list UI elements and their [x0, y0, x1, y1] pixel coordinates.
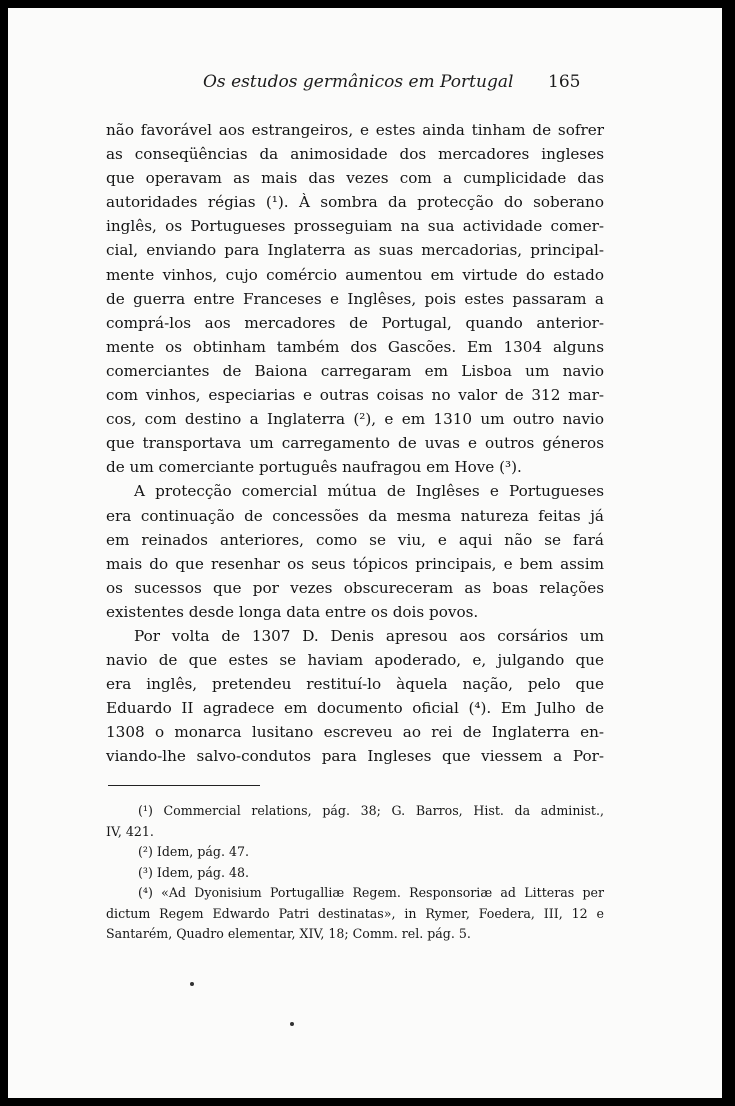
text-line: de um comerciante português naufragou em Hove (³).: [106, 458, 522, 477]
footnote-2: (²) Idem, pág. 47.: [138, 844, 249, 859]
footnote-4-continued: dictum Regem Edwardo Patri destinatas», in Rymer, Foedera, III, 12 e: [106, 905, 604, 921]
footnote-1: (¹) Commercial relations, pág. 38; G. Barros, Hist. da administ.,: [138, 803, 604, 818]
text-line: existentes desde longa data entre os dois povos.: [106, 602, 479, 621]
text-line: os sucessos que por vezes obscureceram as boas relações: [106, 578, 604, 597]
text-line: cial, enviando para Inglaterra as suas mercadorias, principal-: [106, 241, 604, 260]
text-line: mente os obtinham também dos Gascões. Em 1304 alguns: [106, 337, 604, 356]
ink-speck: [190, 982, 194, 986]
page-number: 165: [548, 72, 581, 92]
text-line: 1308 o monarca lusitano escreveu ao rei de Inglaterra en-: [106, 723, 604, 742]
text-line: Por volta de 1307 D. Denis apresou aos corsários um: [134, 626, 604, 645]
paragraph-3: [106, 624, 604, 769]
text-line: que operavam as mais das vezes com a cumplicidade das: [106, 169, 604, 188]
footnote-1-continued: IV, 421.: [106, 823, 154, 839]
text-line: em reinados anteriores, como se viu, e aqui não se fará: [106, 530, 604, 549]
text-line: inglês, os Portugueses prosseguiam na sua actividade comer-: [106, 217, 604, 236]
text-line: Eduardo II agradece em documento oficial (⁴). Em Julho de: [106, 699, 604, 718]
text-line: viando-lhe salvo-condutos para Ingleses que viessem a Por-: [106, 747, 604, 766]
paragraph-2: [106, 479, 604, 624]
footnotes: [106, 801, 604, 945]
text-line: era inglês, pretendeu restituí-lo àquela nação, pelo que: [106, 675, 604, 694]
text-line: que transportava um carregamento de uvas e outros géneros: [106, 434, 604, 453]
text-line: era continuação de concessões da mesma natureza feitas já: [106, 506, 604, 525]
text-line: comprá-los aos mercadores de Portugal, quando anterior-: [106, 313, 604, 332]
text-line: de guerra entre Franceses e Inglêses, pois estes passaram a: [106, 289, 604, 308]
footnote-4: (⁴) «Ad Dyonisium Portugalliæ Regem. Responsoriæ ad Litteras per: [138, 885, 604, 900]
text-line: A protecção comercial mútua de Inglêses e Portugueses: [134, 482, 604, 501]
text-line: cos, com destino a Inglaterra (²), e em 1310 um outro navio: [106, 410, 604, 429]
footnote-4-end: Santarém, Quadro elementar, XIV, 18; Comm. rel. pág. 5.: [106, 926, 471, 941]
body-text: [106, 118, 604, 769]
text-line: mente vinhos, cujo comércio aumentou em virtude do estado: [106, 265, 604, 284]
book-page: [8, 8, 722, 1098]
footnote-3: (³) Idem, pág. 48.: [138, 864, 249, 880]
text-line: não favorável aos estrangeiros, e estes ainda tinham de sofrer: [106, 121, 604, 139]
text-line: navio de que estes se haviam apoderado, e, julgando que: [106, 651, 604, 670]
text-line: autoridades régias (¹). À sombra da protecção do soberano: [106, 193, 604, 212]
text-line: mais do que resenhar os seus tópicos principais, e bem assim: [106, 554, 604, 573]
ink-speck: [290, 1022, 294, 1026]
paragraph-1: [106, 118, 604, 479]
running-title: Os estudos germânicos em Portugal: [203, 72, 514, 92]
text-line: com vinhos, especiarias e outras coisas no valor de 312 mar-: [106, 386, 604, 405]
page-header: [8, 72, 722, 96]
text-line: as conseqüências da animosidade dos mercadores ingleses: [106, 145, 604, 164]
footnote-separator: [108, 785, 260, 786]
text-line: comerciantes de Baiona carregaram em Lisboa um navio: [106, 361, 604, 380]
